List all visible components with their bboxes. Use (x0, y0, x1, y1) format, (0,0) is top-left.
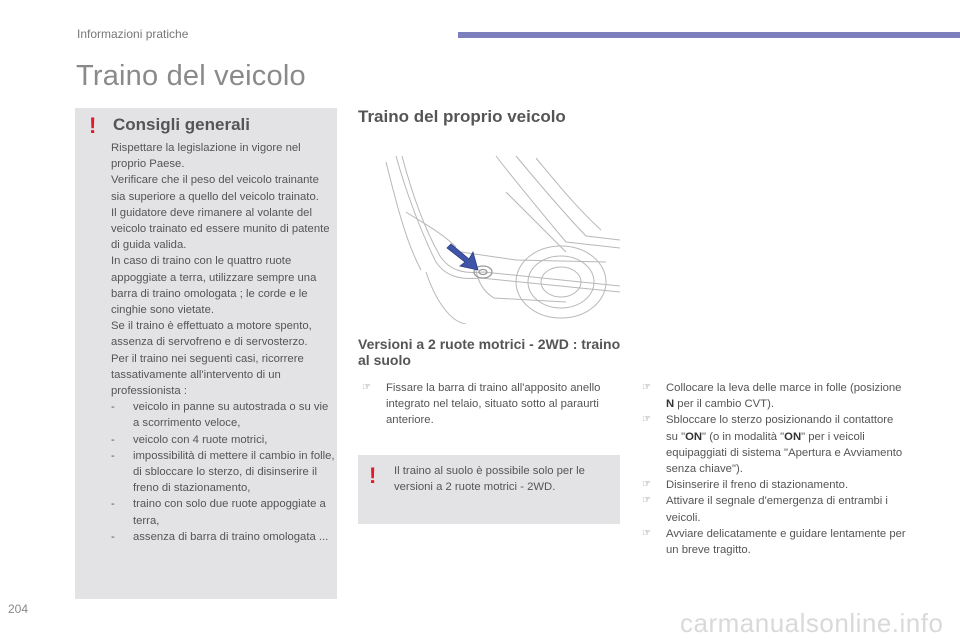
case-item: - assenza di barra di traino omologata ... (111, 530, 329, 543)
page-number: 204 (8, 602, 29, 616)
advice-paragraph: Per il traino nei seguenti casi, ricorrere tassativamente all'intervento di un professionista : (111, 352, 304, 398)
advice-paragraph: Se il traino è effettuato a motore spento, assenza di servofreno e di servosterzo. (111, 320, 312, 349)
advice-paragraph: Rispettare la legislazione in vigore nel proprio Paese. (111, 142, 301, 171)
list-item: ☞ Attivare il segnale d'emergenza di entrambi i veicoli. (642, 493, 907, 525)
list-item: ☞ Disinserire il freno di stazionamento. (642, 477, 907, 493)
list-item: ☞ Fissare la barra di traino all'apposito anello integrato nel telaio, situato sotto al paraurti anteriore. (362, 380, 622, 429)
pointing-hand-icon: ☞ (362, 382, 371, 393)
warning-exclamation-icon: ! (89, 113, 97, 138)
watermark: carmanualsonline.info (680, 608, 944, 638)
advice-paragraph: In caso di traino con le quattro ruote appoggiate a terra, utilizzare sempre una barra di traino omologata ; le corde e le cinghie sono vietate. (111, 255, 317, 317)
list-item: ☞ Sbloccare lo sterzo posizionando il contattore su "ON" (o in modalità "ON" per i veicoli equipaggiati di sistema "Apertura e Avviamento senza chiave"). (642, 412, 907, 477)
note-text: Il traino al suolo è possibile solo per le versioni a 2 ruote motrici - 2WD. (394, 465, 585, 494)
towing-eye-illustration (366, 152, 620, 324)
case-item: - traino con solo due ruote appoggiate a terra, (111, 498, 326, 527)
advice-paragraph: Verificare che il peso del veicolo trainante sia superiore a quello del veicolo trainato. (111, 174, 319, 203)
advice-paragraph: Il guidatore deve rimanere al volante del veicolo trainato ed essere munito di patente di guida valida. (111, 206, 330, 252)
case-item: - veicolo in panne su autostrada o su vie a scorrimento veloce, (111, 401, 329, 430)
pointing-hand-icon: ☞ (642, 479, 651, 491)
list-item: ☞ Collocare la leva delle marce in folle (posizione N per il cambio CVT). (642, 380, 907, 412)
pointing-hand-icon: ☞ (642, 382, 651, 393)
general-advice-text (111, 140, 335, 545)
page-title: Traino del veicolo (76, 60, 306, 92)
section-label: Informazioni pratiche (77, 27, 189, 41)
case-item: - veicolo con 4 ruote motrici, (111, 433, 268, 446)
right-step-list (642, 380, 907, 558)
general-advice-heading: Consigli generali (113, 115, 250, 134)
header-bar (458, 32, 960, 38)
left-step-list (362, 380, 622, 429)
note-exclamation-icon: ! (369, 463, 377, 488)
pointing-hand-icon: ☞ (642, 527, 651, 539)
pointing-hand-icon: ☞ (642, 414, 651, 426)
list-item: ☞ Avviare delicatamente e guidare lentamente per un breve tragitto. (642, 526, 907, 558)
own-vehicle-heading: Traino del proprio veicolo (358, 107, 566, 126)
own-vehicle-subheading: Versioni a 2 ruote motrici - 2WD : traino al suolo (358, 336, 621, 368)
case-item: - impossibilità di mettere il cambio in folle, di sbloccare lo sterzo, di disinserire il freno di stazionamento, (111, 449, 335, 495)
pointing-hand-icon: ☞ (642, 495, 651, 507)
